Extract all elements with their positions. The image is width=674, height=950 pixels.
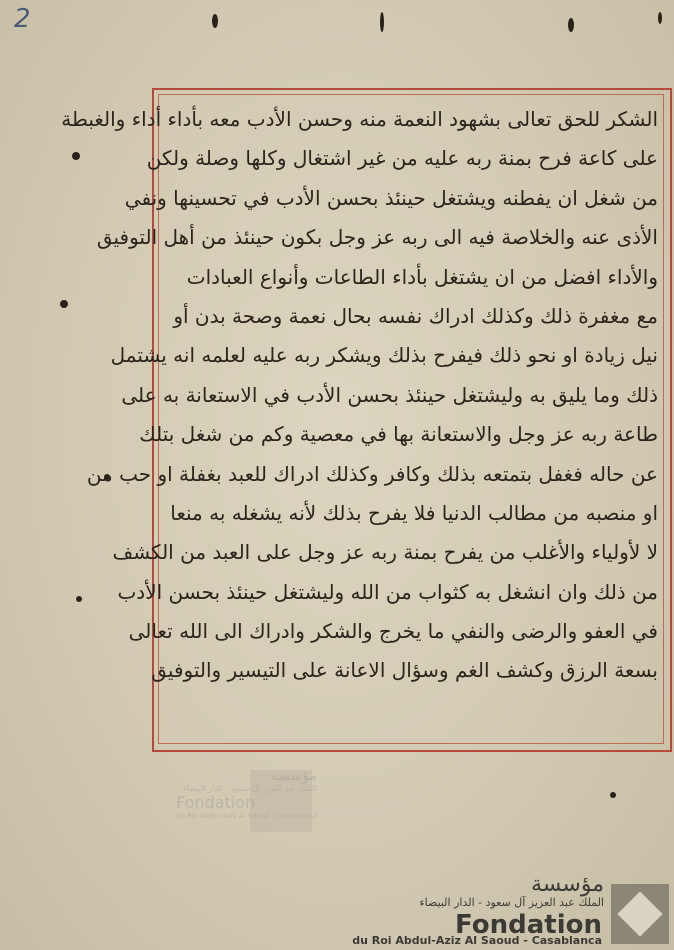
ink-stain [212,14,218,28]
foundation-logo-english: Fondation [455,910,602,940]
ink-stain [380,12,384,32]
watermark-english: Fondation [176,793,256,812]
manuscript-text-block [61,100,658,740]
foundation-logo-arabic-sub: الملك عبد العزيز آل سعود - الدار البيضاء [419,896,604,909]
manuscript-line: بسعة الرزق وكشف الغم وسؤال الاعانة على التيسير والتوفيق [151,658,658,683]
ink-stain [60,300,68,308]
foundation-logo-english-sub: du Roi Abdul-Aziz Al Saoud - Casablanca [352,934,602,947]
foundation-logo-arabic: مؤسسة [530,872,604,897]
ink-stain [658,12,662,24]
watermark-english-sub: du Roi Abdul-Aziz Al Saoud - Casablanca [176,812,318,820]
watermark-arabic-sub: الملك عبد العزيز آل سعود - الدار البيضاء [182,784,318,793]
manuscript-line: او منصبه من مطالب الدنيا فلا يفرح بذلك لأنه يشغله به منعا [170,500,658,525]
manuscript-line: من ذلك وان انشغل به كثواب من الله وليشتغل حينئذ بحسن الأدب [117,579,658,604]
watermark-text [176,768,317,820]
ink-stain [610,792,616,798]
watermark-arabic: مؤسسة [270,768,318,784]
ink-stain [76,596,82,602]
ink-stain [568,18,574,32]
manuscript-line: الأذى عنه والخلاصة فيه الى ربه عز وجل بكون حينئذ من أهل التوفيق [96,225,658,250]
manuscript-line: لا لأولياء والأغلب من يفرح بمنة ربه عز وجل على العبد من الكشف [112,540,658,565]
manuscript-line: عن حاله فغفل بتمتعه بذلك وكافر وكذلك ادراك للعبد بغفلة او حب من [86,461,658,486]
folio-number: 2 [14,4,31,34]
manuscript-line: في العفو والرضى والنفي ما يخرج والشكر وادراك الى الله تعالى [128,619,658,644]
manuscript-line: والأداء افضل من ان يشتغل بأداء الطاعات وأنواع العبادات [186,264,658,289]
manuscript-line: مع مغفرة ذلك وكذلك ادراك نفسه بحال نعمة وصحة بدن أو [173,303,658,328]
manuscript-line: نيل زيادة او نحو ذلك فيفرح بذلك ويشكر ربه عليه لعلمه انه يشتمل [110,343,658,368]
ink-stain [72,152,80,160]
manuscript-line: الشكر للحق تعالى بشهود النعمة منه وحسن الأدب معه بأداء أداء والغبطة [61,107,658,131]
manuscript-line: على كاعة فرح بمنة ربه عليه من غير اشتغال وكلها وصلة ولكن [146,146,658,171]
manuscript-line: ذلك وما يليق به وليشتغل حينئذ بحسن الأدب في الاستعانة به على [121,382,658,407]
manuscript-line: من شغل ان يفطنه ويشتغل حينئذ بحسن الأدب في تحسينها ونفي [124,185,658,210]
manuscript-line: طاعة ربه عز وجل والاستعانة بها في معصية وكم من شغل بتلك [139,422,658,447]
